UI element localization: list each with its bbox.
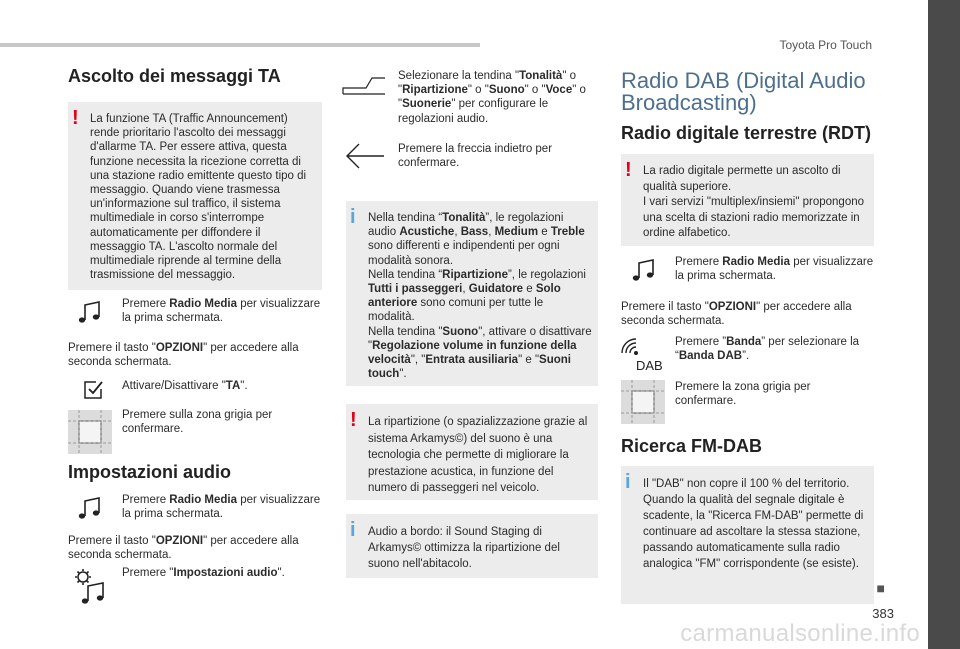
info-icon: i xyxy=(350,206,356,228)
heading-radio-dab: Radio DAB (Digital Audio Broadcasting) xyxy=(621,68,866,115)
step-impostazioni-audio: Premere "Impostazioni audio". xyxy=(122,567,285,579)
step-back-arrow: Premere la freccia indietro per confermare. xyxy=(398,143,553,170)
step-opzioni-2: Premere il tasto "OPZIONI" per accedere alla seconda schermata. xyxy=(68,535,299,562)
step-confirm-grey-dab: Premere la zona grigia per confermare. xyxy=(675,381,811,408)
step-banda-dab: Premere ”Banda” per selezionare la “Banda DAB”. xyxy=(675,336,860,363)
warning-ripartizione-text: La ripartizione (o spazializzazione grazie al sistema Arkamys©) del suono è una tecnologia che permette di migliorare la prestazione acustica, in funzione del numero di passeggeri nel veicolo. xyxy=(368,416,588,494)
step-opzioni-3: Premere il tasto "OPZIONI" per accedere alla seconda schermata. xyxy=(621,301,852,328)
continuation-mark: ■ xyxy=(876,580,885,596)
tab-selector-icon xyxy=(342,76,386,96)
heading-ascolto-ta: Ascolto dei messaggi TA xyxy=(68,66,281,86)
info-icon: i xyxy=(625,471,631,493)
watermark: carmanualsonline.info xyxy=(680,620,920,647)
step-radio-media-2: Premere Radio Media per visualizzare la prima schermata. xyxy=(122,494,321,521)
warning-box-ta xyxy=(68,102,322,290)
page-edge-bar xyxy=(928,0,960,649)
page-number: 383 xyxy=(872,606,894,621)
step-toggle-ta: Attivare/Disattivare "TA". xyxy=(122,380,248,392)
header-title: Toyota Pro Touch xyxy=(779,38,872,52)
grey-zone-icon xyxy=(68,410,112,454)
info-arkamys-text: Audio a bordo: il Sound Staging di Arkamys© ottimizza la ripartizione del suono nell'abitacolo. xyxy=(368,526,560,570)
step-radio-media-1: Premere Radio Media per visualizzare la prima schermata. xyxy=(122,298,321,325)
info-icon: i xyxy=(350,519,356,541)
heading-rdt: Radio digitale terrestre (RDT) xyxy=(621,123,872,143)
checkbox-toggle-icon xyxy=(82,379,104,401)
heading-ricerca-fm-dab: Ricerca FM-DAB xyxy=(621,436,763,456)
warning-icon: ! xyxy=(625,159,632,181)
warning-ta-text: La funzione TA (Traffic Announcement) rende prioritario l'ascolto dei messaggi d'allarme TA. Per essere attiva, questa funzione necessita la ricezione corretta di una stazione radio emittente questo tipo di messaggio. Quando viene trasmessa un'informazione sul traffico, il sistema multimediale in corso s'interrompe automaticamente per diffondere il messaggio TA. L'ascolto normale del multimediale riprende al termine della trasmissione del messaggio. xyxy=(90,113,307,282)
settings-music-icon xyxy=(72,568,108,606)
info-box-tonalita xyxy=(346,201,598,386)
warning-box-rdt xyxy=(621,154,874,246)
info-box-fm-dab xyxy=(621,466,874,604)
step-radio-media-3: Premere Radio Media per visualizzare la prima schermata. xyxy=(675,256,874,283)
warning-box-ripartizione xyxy=(346,404,598,500)
music-note-icon xyxy=(630,258,658,284)
svg-text:DAB: DAB xyxy=(636,358,663,373)
warning-icon: ! xyxy=(350,409,357,431)
dab-radio-icon xyxy=(620,335,664,373)
step-opzioni-1: Premere il tasto "OPZIONI" per accedere alla seconda schermata. xyxy=(68,342,299,369)
header-rule xyxy=(0,43,480,47)
step-select-tab: Selezionare la tendina "Tonalità" o "Ripartizione" o "Suono" o "Voce" o "Suonerie" per configurare le regolazioni audio. xyxy=(398,70,586,125)
music-note-icon xyxy=(76,300,104,326)
warning-rdt-text: La radio digitale permette un ascolto di qualità superiore. I vari servizi "multiplex/insiemi" propongono una scelta di stazioni radio memorizzate in ordine alfabetico. xyxy=(643,165,865,240)
step-confirm-grey: Premere sulla zona grigia per confermare. xyxy=(122,409,273,436)
info-box-arkamys xyxy=(346,514,598,578)
info-fm-dab-text: Il "DAB" non copre il 100 % del territorio. Quando la qualità del segnale digitale è scadente, la "Ricerca FM-DAB" permette di continuare ad ascoltare la stessa stazione, passando automaticamente sulla radio analogica "FM" corrispondente (se esiste). xyxy=(643,478,864,570)
grey-zone-icon xyxy=(621,380,665,424)
warning-icon: ! xyxy=(72,107,79,129)
music-note-icon xyxy=(76,496,104,522)
back-arrow-icon xyxy=(344,142,386,170)
info-tonalita-text: Nella tendina “Tonalità”, le regolazioni audio Acustiche, Bass, Medium e Treble sono differenti e indipendenti per ogni modalità sonora. Nella tendina “Ripartizione”, le regolazioni Tutti i passeggeri, Guidatore e Solo anteriore sono comuni per tutte le modalità. Nella tendina "Suono", attivare o disattivare "Regolazione volume in funzione della velocità", "Entrata ausiliaria" e "Suoni touch". xyxy=(368,212,592,381)
heading-impostazioni-audio: Impostazioni audio xyxy=(68,462,232,482)
